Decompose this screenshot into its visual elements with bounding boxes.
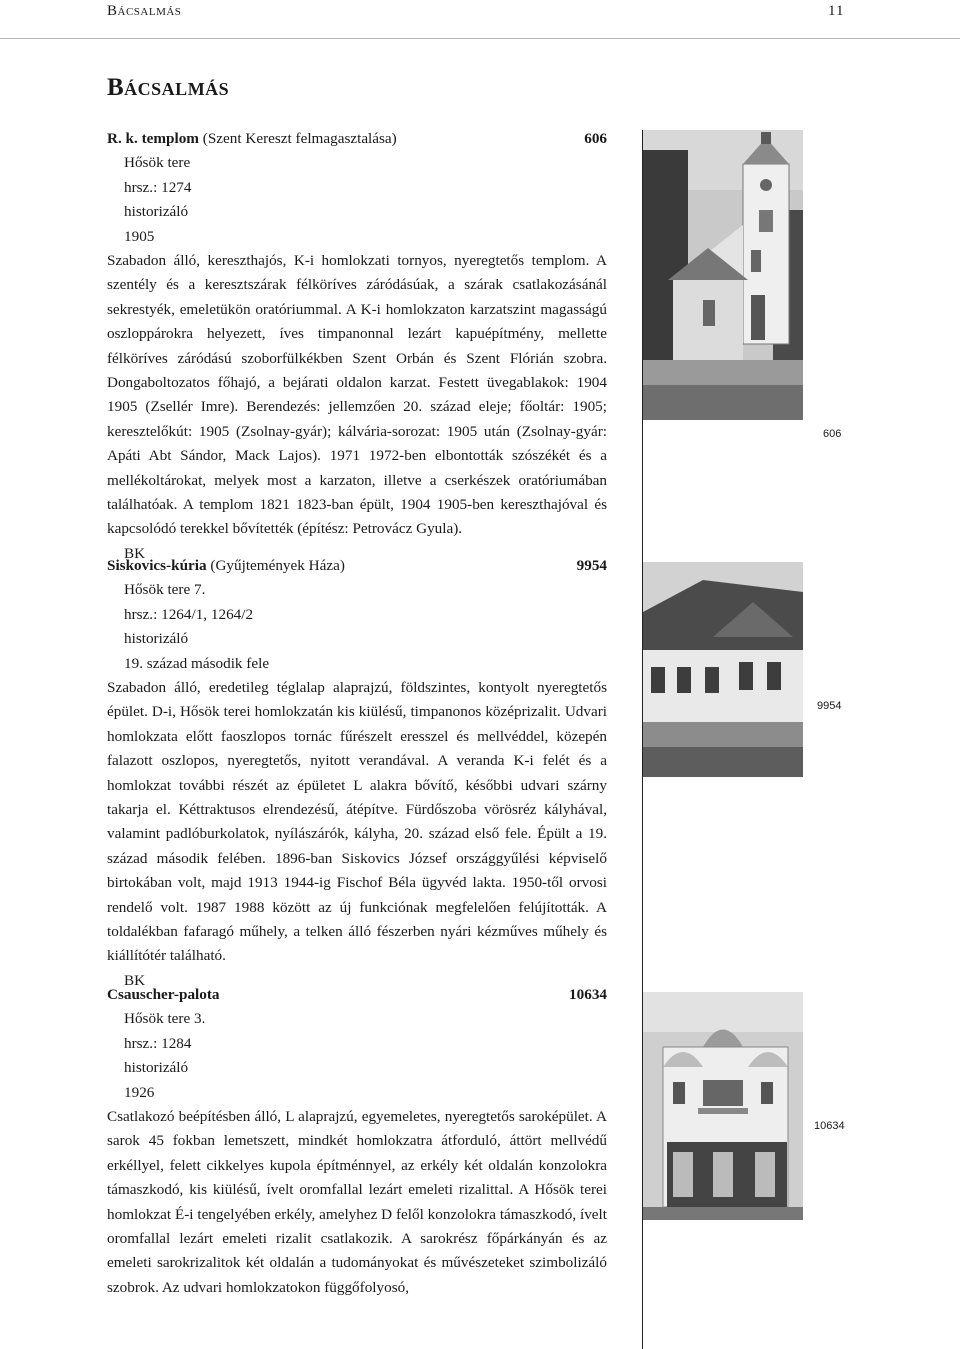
church-image — [643, 130, 803, 420]
entry-name: R. k. templom — [107, 130, 199, 147]
entry-kuria — [107, 554, 607, 993]
kuria-image — [643, 562, 803, 777]
church-photo — [643, 130, 803, 420]
entry-heading — [107, 554, 607, 578]
entry-date: 1926 — [124, 1083, 155, 1101]
entry-palota — [107, 983, 607, 1300]
entry-number: 606 — [584, 130, 607, 147]
entry-number: 10634 — [569, 986, 607, 1003]
entry-address: Hősök tere 7. — [124, 581, 206, 599]
running-title: Bácsalmás — [107, 3, 182, 19]
kuria-photo — [643, 562, 803, 777]
photo-caption: 9954 — [817, 700, 842, 712]
entry-style: historizáló — [124, 630, 189, 648]
entry-hrsz: hrsz.: 1284 — [124, 1034, 192, 1052]
entry-address: Hősök tere 3. — [124, 1010, 206, 1028]
entry-date: 1905 — [124, 227, 155, 245]
entry-style: historizáló — [124, 1059, 189, 1077]
entry-church — [107, 127, 607, 566]
photo-caption: 606 — [823, 428, 842, 440]
entry-signature: BK — [124, 971, 146, 989]
entry-heading — [107, 983, 607, 1007]
town-title: Bácsalmás — [107, 74, 230, 101]
entry-description: Csatlakozó beépítésben álló, L alaprajzú, egyemeletes, nyeregtetős saroképület. A sarok 45 fokban lemetszett, mindkét homlokzatra átforduló, áttört mellvédű erkéllyel, felett cikkelyes kupola építménnyel, az erkély két oldalán konzolokra támaszkodó, kis kiülésű, ívelt oromfallal lezárt emeleti rizalittal. A Hősök terei homlokzat É-i tengelyében erkély, amelyhez D felől konzolokra támaszkodó, ívelt oromfallal lezárt emeleti rizalit csatlakozik. A sarokrész főpárkányán és az emeleti sarokrizalitok két oldalán a tudományokat és művészeteket szimbolizáló szobrok. Az udvari homlokzatokon függőfolyosó, — [107, 1108, 607, 1296]
entry-signature: BK — [124, 544, 146, 562]
entry-hrsz: hrsz.: 1274 — [124, 178, 192, 196]
entry-name: Csauscher-palota — [107, 986, 220, 1003]
entry-subtitle: (Gyűjtemények Háza) — [210, 557, 345, 574]
page-number: 11 — [828, 3, 845, 19]
palota-photo — [643, 992, 803, 1220]
photo-column — [642, 130, 960, 1349]
entry-description: Szabadon álló, kereszthajós, K-i homlokzati tornyos, nyeregtetős templom. A szentély és a keresztszárak félköríves záródásúak, a szárak csatlakozásánál sekrestyék, emeletükön oratóriummal. A K-i homlokzaton karzatszint magasságú oszloppárokra helyezett, íves timpanonnal lezárt kapuépítmény, mellette félköríves záródású szoborfülkékben Szent Orbán és Szent Flórián szobra. Dongaboltozatos főhajó, a bejárati oldalon karzat. Festett üvegablakok: 1904 1905 (Zsellér Imre). Berendezés: jellemzően 20. század eleje; főoltár: 1905; keresztelőkút: 1905 (Zsolnay-gyár); kálvária-sorozat: 1905 után (Zsolnay-gyár: Apáti Abt Sándor, Mack Lajos). 1971 1972-ben elbontották szószékét és a mellékoltárokat, melyek most a karzaton, illetve a cserkészek oratóriumában találhatóak. A templom 1821 1823-ban épült, 1904 1905-ben kereszthajóval és kapcsolódó terekkel bővítették (építész: Petrovácz Gyula). — [107, 252, 607, 538]
entry-date: 19. század második fele — [124, 654, 270, 672]
palota-image — [643, 992, 803, 1220]
entry-subtitle: (Szent Kereszt felmagasztalása) — [202, 130, 397, 147]
running-head — [0, 0, 960, 39]
entry-style: historizáló — [124, 203, 189, 221]
entry-number: 9954 — [576, 557, 607, 574]
entry-heading — [107, 127, 607, 151]
photo-caption: 10634 — [814, 1120, 845, 1132]
entry-hrsz: hrsz.: 1264/1, 1264/2 — [124, 605, 254, 623]
entry-address: Hősök tere — [124, 154, 191, 172]
entry-description: Szabadon álló, eredetileg téglalap alaprajzú, földszintes, kontyolt nyeregtetős épület. D-i, Hősök terei homlokzatán kis kiülésű, timpanonos középrizalit. Udvari homlokzata előtt faoszlopos tornác fűrészelt eresszel és mellvéddel, közepén falazott oszlopos, nyeregtetős, nyitott verandával. A veranda K-i felét és a homlokzat további részét az épületet L alakra bővítő, későbbi udvari szárny takarja el. Kéttraktusos elrendezésű, átépítve. Fürdőszoba vörösréz kályhával, valamint padlóburkolatok, nyílászárók, kályha, 20. század első fele. Épült a 19. század második felében. 1896-ban Siskovics József országgyűlési képviselő birtokában volt, majd 1913 1944-ig Fischof Béla ügyvéd lakta. 1950-től orvosi rendelő volt. 1987 1988 között az új funkciónak megfelelően felújították. A toldalékban fafaragó műhely, a telken álló fészerben nyári kézműves műhely és kiállítótér található. — [107, 679, 607, 965]
entry-name: Siskovics-kúria — [107, 557, 207, 574]
